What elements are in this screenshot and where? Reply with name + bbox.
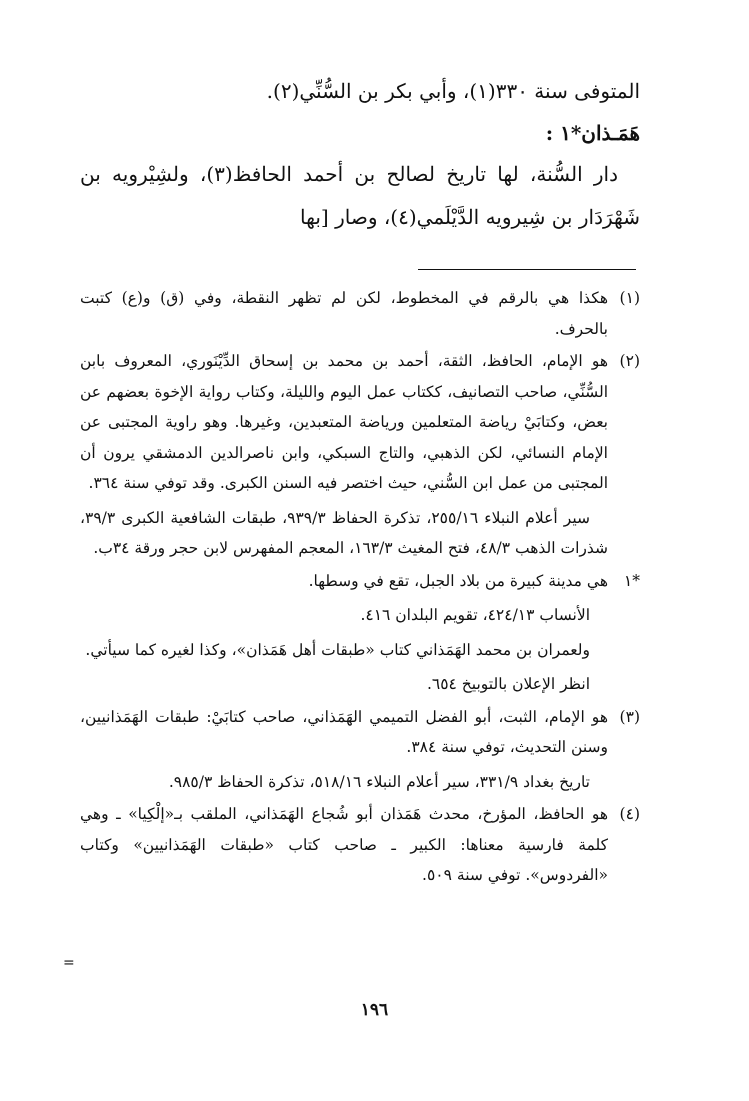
- footnote-text: هي مدينة كبيرة من بلاد الجبل، تقع في وسطها.: [308, 571, 608, 590]
- footnote-number: (٣): [619, 707, 640, 726]
- footnote-number: (٢): [619, 352, 640, 370]
- footnote-source: سير أعلام النبلاء ٢٥٥/١٦، تذكرة الحفاظ ٩٣٩/٣، طبقات الشافعية الكبرى ٣٩/٣، شذرات الذهب ٤٨/٣، فتح المغيث ١٦٣/٣، المعجم المفهرس لابن حجر ورقة ٣٤ب.: [80, 508, 608, 557]
- footnote-2: [80, 346, 640, 564]
- section-heading: هَمَـذان*١ :: [545, 121, 640, 145]
- footnote-separator: [418, 269, 636, 270]
- footnote-source: تاريخ بغداد ٣٣١/٩، سير أعلام النبلاء ٥١٨/١٦، تذكرة الحفاظ ٩٨٥/٣.: [168, 772, 590, 791]
- page-number: ١٩٦: [360, 1000, 389, 1020]
- footnote-1: [80, 283, 640, 344]
- footnotes: [80, 283, 640, 891]
- main-line-1: المتوفى سنة ٣٣٠(١)، وأبي بكر بن السُّنِّي(٢).: [266, 79, 640, 103]
- footnote-text: هو الإمام، الثبت، أبو الفضل التميمي الهَمَذاني، صاحب كتابَيْ: طبقات الهَمَذانيين، وسنن التحديث، توفي سنة ٣٨٤.: [80, 707, 608, 756]
- footnote-text: هو الإمام، الحافظ، الثقة، أحمد بن محمد بن إسحاق الدِّيْنَوري، المعروف بابن السُّنِّي، صاحب التصانيف، ككتاب عمل اليوم والليلة، وكتاب رواية الإخوة بعضهم عن بعض، وكتابَيْ رياضة المتعلمين ورياضة المتعبدين، وغيرها. وهو راوية المجتبى عن الإمام النسائي، لكن الذهبي، والتاج السبكي، وابن ناصرالدين الدمشقي يرون أن المجتبى من عمل ابن السُّني، حيث اختصر فيه السنن الكبرى. وقد توفي سنة ٣٦٤.: [80, 352, 608, 492]
- footnote-source: الأنساب ٤٢٤/١٣، تقويم البلدان ٤١٦.: [360, 606, 590, 624]
- main-paragraph: دار السُّنة، لها تاريخ لصالح بن أحمد الحافظ(٣)، ولشِيْرويه بن شَهْرَدَار بن شِيرويه الدَّيْلَمي(٤)، وصار [بها: [80, 162, 640, 229]
- footnote-star-1: [80, 566, 640, 700]
- footnote-extra: ولعمران بن محمد الهَمَذاني كتاب «طبقات أهل هَمَذان»، وكذا لغيره كما سيأتي.: [85, 640, 590, 659]
- footnote-text: هكذا هي بالرقم في المخطوط، لكن لم تظهر النقطة، وفي (ق) و(ع) كتبت بالحرف.: [80, 289, 608, 338]
- footnote-text: هو الحافظ، المؤرخ، محدث هَمَذان أبو شُجاع الهَمَذاني، الملقب بـ«إلْكِيا» ـ وهي كلمة فارسية معناها: الكبير ـ صاحب كتاب «طبقات الهَمَذانيين» وكتاب «الفردوس». توفي سنة ٥٠٩.: [80, 805, 608, 884]
- footnote-number: (١): [619, 289, 640, 307]
- footnote-number: (٤): [619, 805, 640, 823]
- main-text: [80, 70, 640, 239]
- continuation-mark: =: [63, 955, 75, 971]
- footnote-3: [80, 702, 640, 798]
- footnote-extra-ref: انظر الإعلان بالتوبيخ ٦٥٤.: [426, 675, 590, 693]
- footnote-number: *١: [623, 571, 640, 590]
- footnote-4: [80, 799, 640, 891]
